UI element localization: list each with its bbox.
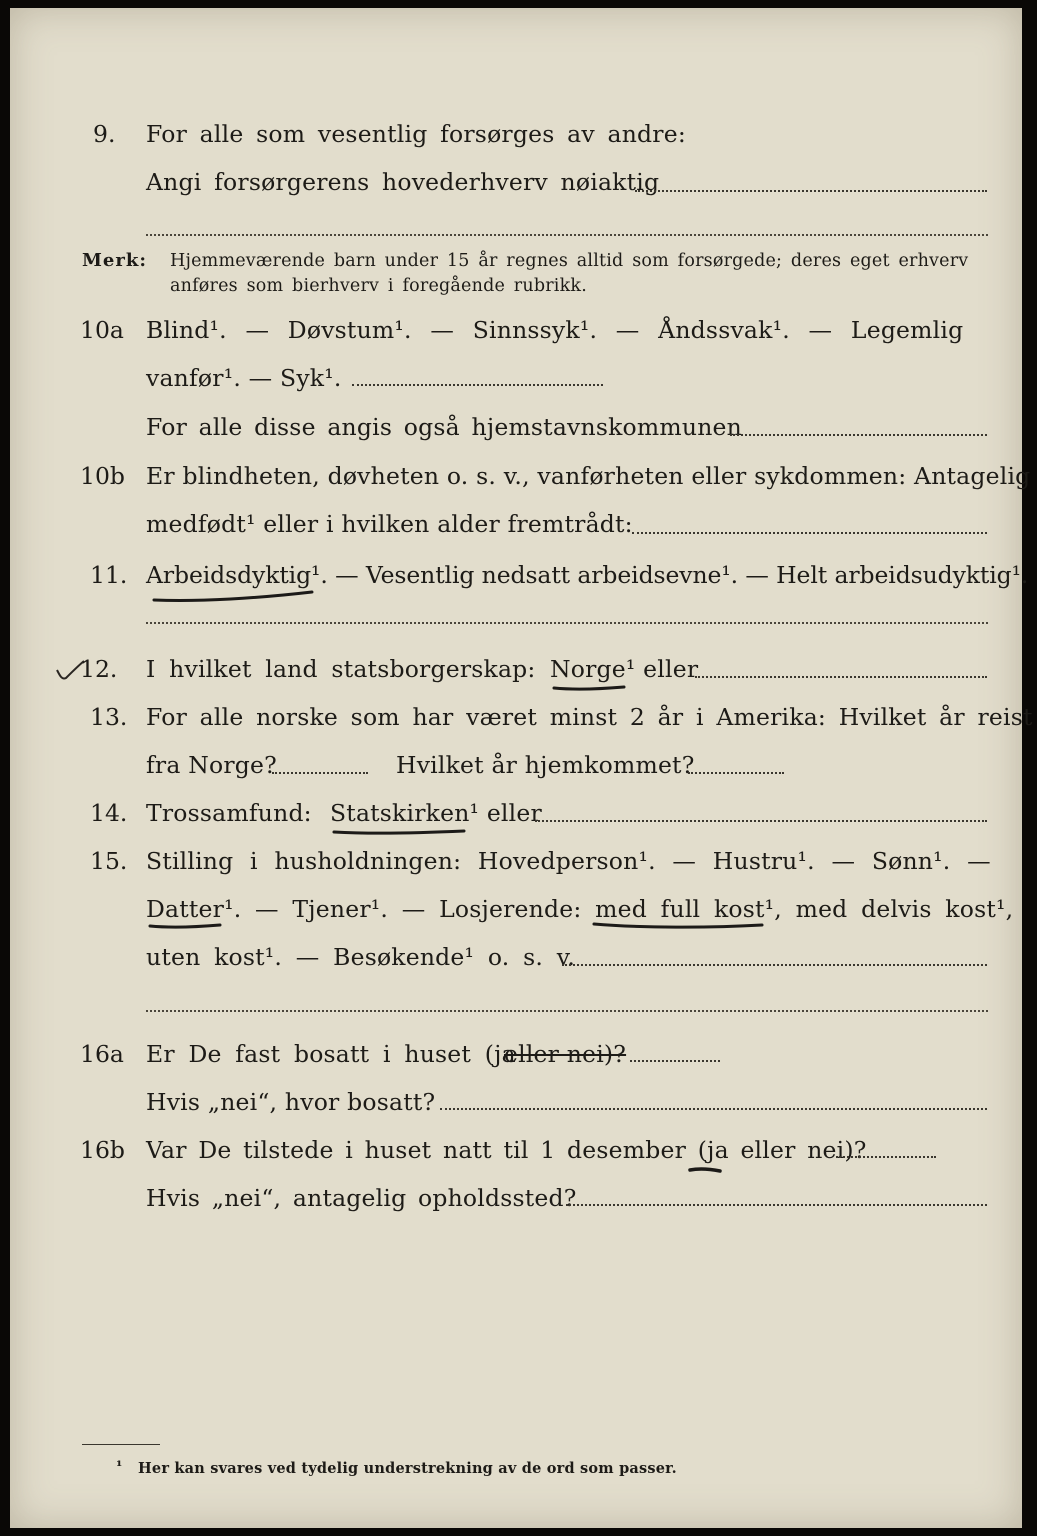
q15-line1: Stilling i husholdningen: Hovedperson¹. — Hustru¹. — Sønn¹. — <box>146 847 991 875</box>
q13-left-answer-line <box>272 772 368 774</box>
q10a-line2: vanfør¹. — Syk¹. <box>146 364 342 392</box>
q14-handwritten-underline <box>330 822 470 838</box>
q10a-line1: Blind¹. — Døvstum¹. — Sinnssyk¹. — Åndssvak¹. — Legemlig <box>146 316 964 344</box>
merk-label: Merk: <box>82 250 147 271</box>
q9-line1: For alle som vesentlig forsørges av andre: <box>146 120 686 148</box>
q10a-home-line <box>730 434 987 436</box>
q10b-answer-line <box>632 532 987 534</box>
q10b-line1: Er blindheten, døvheten o. s. v., vanførheten eller sykdommen: Antagelig <box>146 462 1031 490</box>
q16a-line1a: Er De fast bosatt i huset (ja <box>146 1040 516 1068</box>
q15-kost-underline <box>590 916 770 932</box>
q16a-answer-line <box>630 1060 720 1062</box>
merk-line1: Hjemmeværende barn under 15 år regnes alltid som forsørgede; deres eget erhverv <box>170 251 969 271</box>
footnote-mark: ¹ <box>116 1458 123 1475</box>
q14-number: 14. <box>90 799 128 827</box>
q11-extra-line <box>146 622 988 624</box>
q14-text-b: Statskirken¹ eller <box>330 799 542 827</box>
q16b-ja-underline <box>686 1164 726 1176</box>
q15-line2: Datter¹. — Tjener¹. — Losjerende: med full kost¹, med delvis kost¹, <box>146 895 1014 923</box>
q12-number: 12. <box>80 655 118 683</box>
q16b-number: 16b <box>80 1136 125 1164</box>
q10a-answer-line <box>352 384 603 386</box>
q11-handwritten-underline <box>150 586 320 606</box>
q15-number: 15. <box>90 847 128 875</box>
q16b-line1: Var De tilstede i huset natt til 1 desember (ja eller nei)? <box>146 1136 867 1164</box>
q16a-number: 16a <box>80 1040 124 1068</box>
q10a-line3: For alle disse angis også hjemstavnskommunen <box>146 413 742 441</box>
q9-number: 9. <box>93 120 116 148</box>
q13-line2b: Hvilket år hjemkommet? <box>396 751 695 779</box>
q12-text-a: I hvilket land statsborgerskap: <box>146 655 536 683</box>
census-form-page <box>10 8 1033 1528</box>
q9-answer-line <box>635 190 987 192</box>
q10a-number: 10a <box>80 316 124 344</box>
q15-datter-underline <box>146 918 226 932</box>
q13-line1: For alle norske som har været minst 2 år i Amerika: Hvilket år reist <box>146 703 1033 731</box>
q14-text-a: Trossamfund: <box>146 799 312 827</box>
q16b-answer-line <box>836 1156 936 1158</box>
q16a-line2: Hvis „nei“, hvor bosatt? <box>146 1088 436 1116</box>
q11-line1: Arbeidsdyktig¹. — Vesentlig nedsatt arbeidsevne¹. — Helt arbeidsudyktig¹. <box>146 561 1029 589</box>
q13-returned-answer-line <box>688 772 784 774</box>
merk-line2: anføres som bierhverv i foregående rubrikk. <box>170 276 587 296</box>
q16b-place-line <box>566 1204 987 1206</box>
q9-extra-line <box>146 234 988 236</box>
q16a-where-line <box>440 1108 987 1110</box>
q10b-number: 10b <box>80 462 125 490</box>
q16b-line2: Hvis „nei“, antagelig opholdssted? <box>146 1184 577 1212</box>
footnote-divider <box>82 1444 160 1445</box>
q14-answer-line <box>535 820 987 822</box>
q13-line2a: fra Norge? <box>146 751 277 779</box>
footnote-text: Her kan svares ved tydelig understrekning av de ord som passer. <box>138 1460 677 1477</box>
q15-answer-line <box>562 964 987 966</box>
q15-extra-line <box>146 1010 988 1012</box>
q10b-line2: medfødt¹ eller i hvilken alder fremtrådt: <box>146 510 633 538</box>
q12-handwritten-underline <box>550 680 630 694</box>
q15-line3: uten kost¹. — Besøkende¹ o. s. v. <box>146 943 576 971</box>
q9-line2: Angi forsørgerens hovederhverv nøiaktig <box>146 168 660 196</box>
q11-number: 11. <box>90 561 128 589</box>
q16a-line1b-struck: eller nei)? <box>504 1040 627 1068</box>
q12-answer-line <box>695 676 987 678</box>
q12-text-b: Norge¹ eller <box>550 655 699 683</box>
q13-number: 13. <box>90 703 128 731</box>
